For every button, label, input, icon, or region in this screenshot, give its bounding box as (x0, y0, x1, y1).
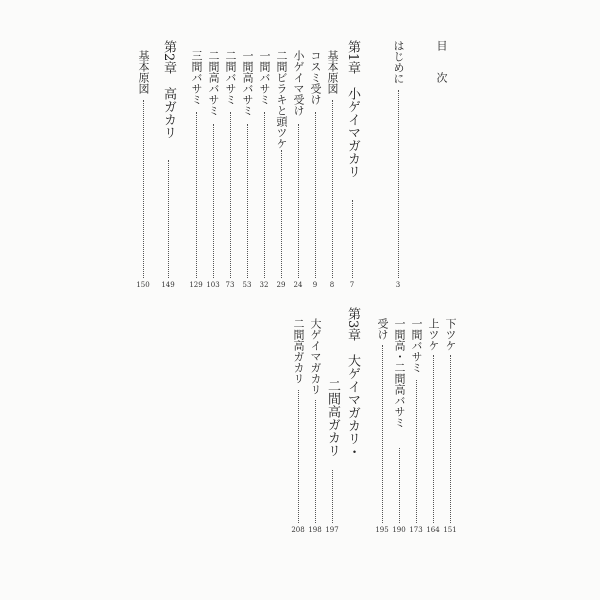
chapter-3-title-line-1: 第3章 大ゲイマガカリ・ (345, 307, 360, 459)
toc-leader (196, 112, 197, 278)
toc-leader (450, 355, 451, 523)
toc-entry-page: 150 (136, 281, 150, 289)
toc-leader (382, 345, 383, 523)
toc-title-char-2: 次 (435, 72, 448, 83)
toc-entry-label: 一間バサミ (410, 318, 423, 373)
toc-entry-intro-label: はじめに (392, 40, 405, 84)
toc-entry-label: 小ゲイマ受け (292, 50, 305, 116)
toc-leader (264, 112, 265, 278)
toc-entry-label: 一間高バサミ (241, 50, 254, 116)
toc-entry-page: 195 (375, 526, 389, 534)
toc-leader (213, 124, 214, 278)
chapter-2-title: 第2章 高ガカリ (161, 40, 176, 140)
toc-leader (281, 150, 282, 278)
toc-entry-label: 一間高・二間高バサミ (393, 318, 406, 428)
toc-leader-chapter-3 (332, 470, 333, 523)
toc-entry-label: 一間バサミ (258, 50, 271, 105)
chapter-2-page: 149 (161, 281, 175, 289)
toc-entry-label: 二間高ガカリ (292, 318, 305, 384)
chapter-1-title: 第1章 小ゲイマガカリ (345, 40, 360, 179)
toc-entry-page: 173 (409, 526, 423, 534)
toc-title-char-1: 目 (435, 40, 448, 51)
chapter-1-page: 7 (349, 281, 355, 289)
toc-entry-label: 上ツケ (427, 318, 440, 351)
toc-leader (143, 100, 144, 278)
toc-leader (298, 390, 299, 523)
toc-leader (315, 400, 316, 523)
toc-entry-page: 151 (443, 526, 457, 534)
toc-leader-chapter-1 (352, 200, 353, 278)
toc-entry-label: 三間バサミ (190, 50, 203, 105)
toc-entry-intro-page: 3 (395, 281, 401, 289)
toc-entry-label: 下ツケ (444, 318, 457, 351)
toc-entry-page: 8 (329, 281, 335, 289)
toc-leader-intro (398, 90, 399, 278)
toc-entry-page: 208 (291, 526, 305, 534)
toc-leader (433, 355, 434, 523)
toc-entry-page: 73 (225, 281, 235, 289)
toc-entry-page: 190 (392, 526, 406, 534)
toc-entry-label: 二間高バサミ (207, 50, 220, 116)
chapter-3-title-line-2: 二間高ガカリ (325, 379, 340, 457)
toc-entry-label: 二間ビラキと頭ツケ (275, 50, 288, 149)
toc-entry-page: 198 (308, 526, 322, 534)
toc-leader (230, 112, 231, 278)
toc-leader (416, 380, 417, 523)
chapter-3-page: 197 (325, 526, 339, 534)
toc-leader (247, 124, 248, 278)
toc-leader (298, 124, 299, 278)
toc-leader-chapter-2 (168, 160, 169, 278)
toc-entry-label: コスミ受け (309, 50, 322, 105)
toc-entry-page: 53 (242, 281, 252, 289)
toc-entry-page: 164 (426, 526, 440, 534)
toc-entry-label: 基本原図 (326, 50, 339, 94)
toc-entry-label: 大ゲイマガカリ (309, 318, 322, 395)
toc-entry-page: 9 (312, 281, 318, 289)
toc-entry-page: 32 (259, 281, 269, 289)
toc-leader (315, 112, 316, 278)
toc-entry-page: 129 (189, 281, 203, 289)
toc-entry-page: 103 (206, 281, 220, 289)
toc-entry-label: 二間バサミ (224, 50, 237, 105)
toc-leader (332, 100, 333, 278)
toc-entry-page: 29 (276, 281, 286, 289)
toc-entry-label: 受け (376, 318, 389, 340)
toc-entry-label: 基本原図 (137, 50, 150, 94)
toc-entry-page: 24 (293, 281, 303, 289)
toc-leader (399, 448, 400, 523)
